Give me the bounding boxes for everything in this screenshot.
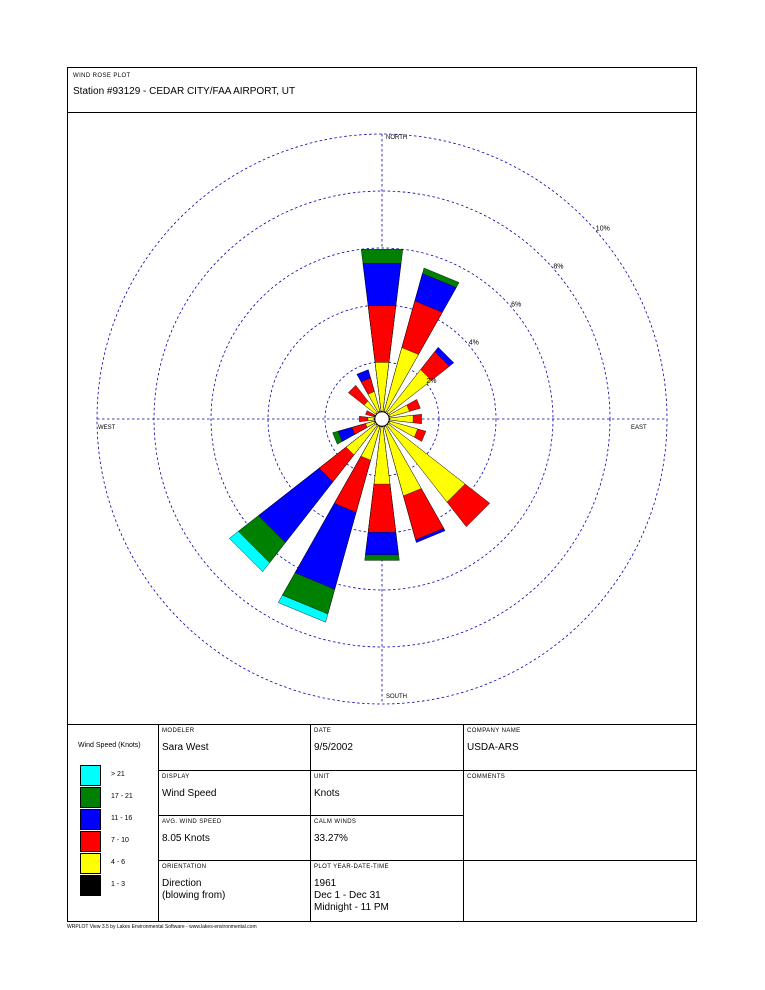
calm-cell bbox=[311, 816, 463, 860]
station-title: Station #93129 - CEDAR CITY/FAA AIRPORT, UT bbox=[73, 86, 296, 97]
legend-item bbox=[80, 787, 160, 809]
legend-title: Wind Speed (Knots) bbox=[78, 742, 141, 749]
legend-swatch bbox=[80, 875, 101, 896]
plot-time-cell bbox=[311, 861, 463, 921]
compass-label-east: EAST bbox=[631, 425, 647, 431]
avg-speed-value: 8.05 Knots bbox=[162, 833, 210, 844]
footer-brand: WRPLOT View bbox=[67, 924, 101, 930]
orientation-label: ORIENTATION bbox=[162, 864, 207, 870]
ring-labels bbox=[426, 225, 609, 385]
compass-label-north: NORTH bbox=[386, 135, 408, 141]
calm-center-circle bbox=[375, 412, 389, 426]
orientation-line-2: (blowing from) bbox=[162, 890, 226, 901]
report-header bbox=[68, 68, 696, 113]
avg-speed-cell bbox=[159, 816, 310, 860]
orientation-line-1: Direction bbox=[162, 878, 202, 889]
report-frame bbox=[67, 67, 697, 922]
petal-group bbox=[229, 249, 490, 622]
legend-swatch bbox=[80, 787, 101, 808]
legend-label: 7 - 10 bbox=[111, 837, 129, 844]
company-value: USDA-ARS bbox=[467, 742, 519, 753]
plot-time-label: PLOT YEAR-DATE-TIME bbox=[314, 864, 389, 870]
date-value: 9/5/2002 bbox=[314, 742, 353, 753]
legend-item bbox=[80, 765, 160, 787]
orientation-cell bbox=[159, 861, 310, 921]
footer-text: 3.5 by Lakes Environmental Software - www.lakes-environmental.com bbox=[100, 924, 257, 930]
plot-time-value bbox=[314, 878, 389, 914]
legend-item bbox=[80, 809, 160, 831]
company-cell bbox=[464, 725, 696, 770]
legend-label: 11 - 16 bbox=[111, 815, 133, 822]
legend-item bbox=[80, 853, 160, 875]
modeler-value: Sara West bbox=[162, 742, 209, 753]
plot-date-range: Dec 1 - Dec 31 bbox=[314, 890, 381, 901]
company-label: COMPANY NAME bbox=[467, 728, 521, 734]
display-cell bbox=[159, 771, 310, 815]
ring-label: 2% bbox=[426, 377, 437, 385]
date-cell bbox=[311, 725, 463, 770]
modeler-cell bbox=[159, 725, 310, 770]
modeler-label: MODELER bbox=[162, 728, 195, 734]
comments-label: COMMENTS bbox=[467, 774, 506, 780]
legend-item bbox=[80, 875, 160, 897]
software-footer bbox=[67, 924, 257, 930]
comments-cell bbox=[464, 771, 696, 860]
compass-label-west: WEST bbox=[98, 425, 116, 431]
wind-rose-chart bbox=[68, 112, 696, 724]
display-value: Wind Speed bbox=[162, 788, 217, 799]
ring-label: 8% bbox=[553, 263, 564, 271]
ring-label: 4% bbox=[468, 339, 479, 347]
unit-value: Knots bbox=[314, 788, 340, 799]
plot-time-range: Midnight - 11 PM bbox=[314, 902, 389, 913]
unit-label: UNIT bbox=[314, 774, 330, 780]
ring-label: 10% bbox=[595, 225, 610, 233]
calm-label: CALM WINDS bbox=[314, 819, 357, 825]
legend-swatch bbox=[80, 765, 101, 786]
unit-cell bbox=[311, 771, 463, 815]
legend-item bbox=[80, 831, 160, 853]
date-label: DATE bbox=[314, 728, 332, 734]
orientation-value bbox=[162, 878, 225, 902]
plot-type-title: WIND ROSE PLOT bbox=[73, 73, 131, 79]
calm-value: 33.27% bbox=[314, 833, 348, 844]
legend-label: > 21 bbox=[111, 771, 125, 778]
legend-label: 1 - 3 bbox=[111, 881, 126, 888]
legend-label: 4 - 6 bbox=[111, 859, 126, 866]
legend-cell bbox=[68, 725, 158, 921]
plot-year: 1961 bbox=[314, 878, 337, 889]
legend-swatch bbox=[80, 809, 101, 830]
compass-label-south: SOUTH bbox=[386, 694, 407, 700]
wind-rose-plot-area bbox=[68, 112, 696, 725]
legend-swatch bbox=[80, 853, 101, 874]
ring-label: 6% bbox=[511, 301, 522, 309]
info-panel bbox=[68, 725, 696, 921]
legend-label: 17 - 21 bbox=[111, 793, 133, 800]
legend-swatch bbox=[80, 831, 101, 852]
display-label: DISPLAY bbox=[162, 774, 190, 780]
avg-speed-label: AVG. WIND SPEED bbox=[162, 819, 222, 825]
